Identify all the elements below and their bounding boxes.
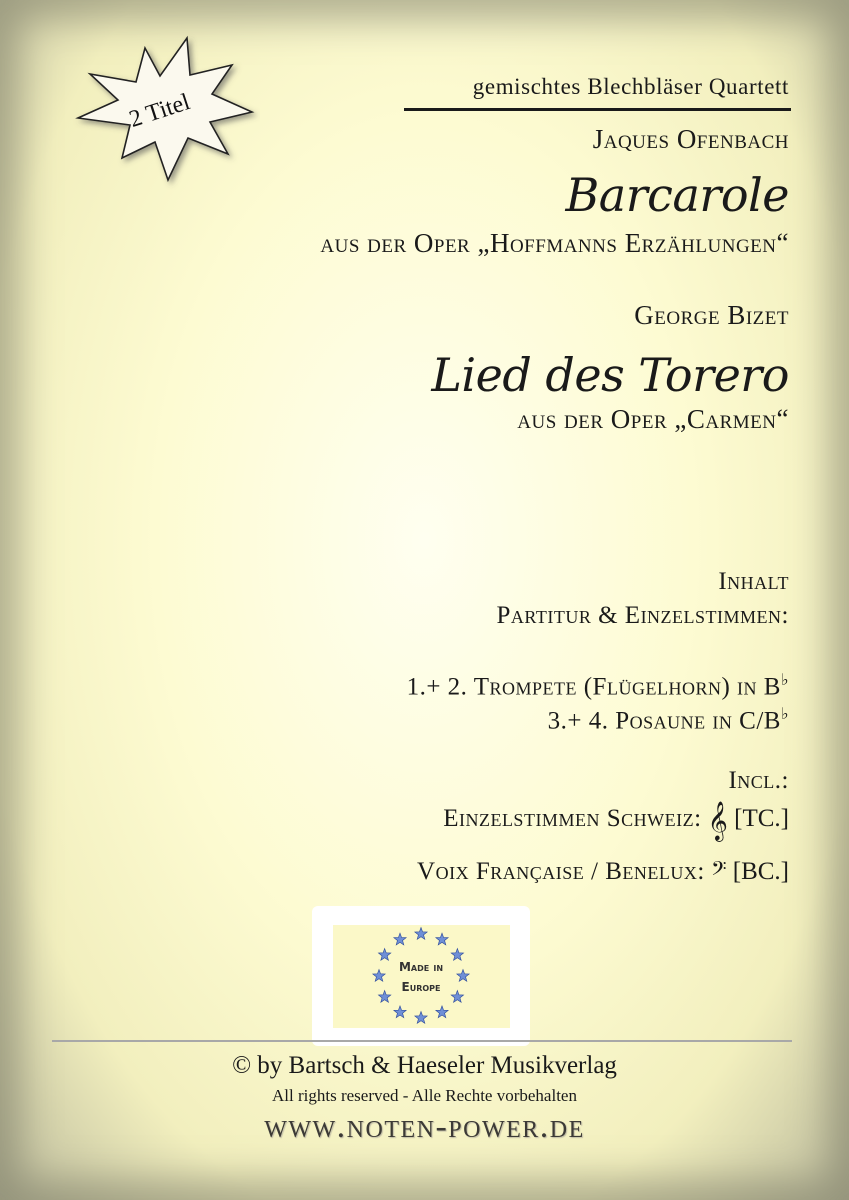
- eu-star-icon: [415, 928, 427, 940]
- starburst-badge: [60, 30, 260, 190]
- eu-star-icon: [373, 970, 385, 982]
- starburst-text: 2 Titel: [126, 89, 194, 133]
- flat-sign: ♭: [780, 672, 789, 689]
- composer-1: Jaques Ofenbach: [592, 124, 789, 154]
- french-abbr: [BC.]: [732, 858, 789, 885]
- title-1: Barcarole: [565, 168, 789, 222]
- contents-trombones: [548, 698, 789, 738]
- eu-star-icon: [451, 949, 463, 961]
- contents-heading: Inhalt: [718, 568, 789, 595]
- contents-incl: Incl.:: [728, 767, 789, 794]
- eu-badge-line1: Made in: [398, 960, 444, 974]
- composer-2: George Bizet: [634, 300, 789, 330]
- title-2: Lied des Torero: [431, 348, 789, 402]
- eu-badge-line2: Europe: [401, 980, 441, 994]
- contents-swiss: [443, 801, 789, 841]
- subtitle-1: aus der Oper „Hoffmanns Erzählungen“: [320, 228, 789, 258]
- bass-clef-icon: 𝄢: [711, 857, 727, 885]
- eu-star-icon: [451, 991, 463, 1003]
- contents-french: [417, 854, 789, 889]
- trombones-text: 3.+ 4. Posaune in C/B: [547, 707, 781, 735]
- footer-rule: [52, 1040, 792, 1042]
- eu-star-icon: [436, 933, 448, 945]
- header-rule: [404, 108, 791, 111]
- subtitle-2: aus der Oper „Carmen“: [517, 404, 789, 434]
- swiss-label: Einzelstimmen Schweiz:: [443, 805, 702, 832]
- eu-star-icon: [415, 1012, 427, 1024]
- ensemble-line: gemischtes Blechbläser Quartett: [472, 74, 789, 99]
- swiss-abbr: [TC.]: [734, 805, 789, 832]
- website-url[interactable]: www.noten-power.de: [264, 1108, 585, 1145]
- rights-line: All rights reserved - Alle Rechte vorbehalten: [272, 1086, 577, 1105]
- contents-score-parts: Partitur & Einzelstimmen:: [496, 602, 789, 629]
- treble-clef-icon: 𝄞: [707, 801, 728, 841]
- eu-star-icon: [378, 991, 390, 1003]
- trumpets-text: 1.+ 2. Trompete (Flügelhorn) in B: [406, 673, 781, 701]
- eu-star-icon: [394, 1006, 406, 1018]
- eu-star-icon: [436, 1006, 448, 1018]
- french-label: Voix Française / Benelux:: [417, 858, 705, 885]
- eu-star-icon: [457, 970, 469, 982]
- eu-badge: [333, 925, 510, 1028]
- eu-star-icon: [394, 933, 406, 945]
- eu-stars-ring-icon: [373, 928, 469, 1024]
- flat-sign: ♭: [780, 706, 789, 723]
- eu-star-icon: [378, 949, 390, 961]
- copyright-line: © by Bartsch & Haeseler Musikverlag: [232, 1052, 617, 1079]
